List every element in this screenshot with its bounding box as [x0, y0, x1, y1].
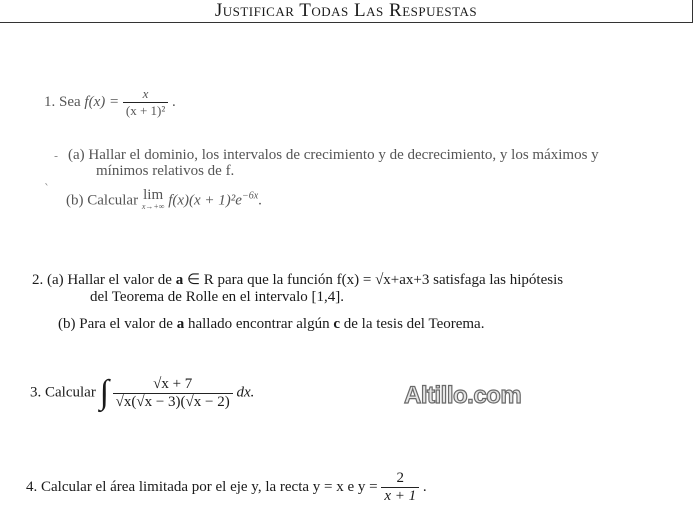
problem-1b-lim-sub: x→+∞	[141, 202, 165, 211]
problem-1-end: .	[172, 93, 176, 110]
problem-4-number: 4.	[26, 478, 38, 495]
problem-4-end: .	[422, 478, 427, 495]
problem-2b-bold-c: c	[333, 316, 340, 332]
problem-2a-label: (a)	[47, 272, 64, 288]
problem-1b-end: .	[258, 192, 262, 209]
problem-2b-bold-a: a	[176, 316, 185, 332]
problem-2a-line2: del Teorema de Rolle en el intervalo [1,4].	[90, 289, 344, 305]
problem-3	[30, 374, 254, 412]
problem-1-denominator: (x + 1)²	[123, 102, 168, 119]
problem-2-number: 2.	[32, 272, 44, 288]
problem-3-fraction	[113, 376, 233, 411]
problem-2a-text-pre: Hallar el valor de	[67, 272, 172, 288]
integral-sign: ∫	[99, 374, 109, 411]
problem-2a	[32, 270, 563, 289]
problem-4-denominator: x + 1	[381, 487, 419, 505]
problem-1b-expression: f(x)(x + 1)²e	[168, 192, 242, 209]
problem-2b-text-post: de la tesis del Teorema.	[343, 316, 485, 332]
problem-1-numerator: x	[142, 86, 149, 101]
problem-3-lead: Calcular	[45, 384, 96, 401]
problem-3-dx: dx.	[236, 384, 255, 401]
problem-1b	[66, 189, 262, 213]
problem-3-number: 3.	[30, 384, 42, 401]
problem-1b-exponent: −6x	[241, 190, 259, 202]
problem-3-numerator: √x + 7	[153, 375, 193, 392]
problem-4-fraction	[381, 470, 419, 505]
problem-1	[44, 86, 176, 119]
problem-1b-lim: lim	[143, 187, 164, 203]
problem-1-fraction	[123, 86, 168, 119]
page-title: Justificar Todas Las Respuestas	[214, 0, 478, 21]
problem-1b-lead: Calcular	[87, 192, 139, 209]
problem-2a-bold-a: a	[175, 272, 184, 288]
problem-3-denominator: √x(√x − 3)(√x − 2)	[113, 393, 233, 411]
problem-1a-line2: mínimos relativos de f.	[96, 163, 235, 179]
watermark-logo: Altillo.com	[404, 382, 522, 409]
problem-1-lead: Sea	[59, 93, 81, 110]
problem-2b	[58, 316, 484, 333]
problem-1a-label: (a)	[68, 147, 85, 163]
problem-2a-text-mid: ∈ R para que la función f(x) = √x+ax+3 satisfaga las hipótesis	[186, 272, 564, 288]
problem-1b-limit	[142, 189, 165, 213]
pencil-mark-2: `	[44, 182, 50, 196]
problem-1a-text-line1: Hallar el dominio, los intervalos de crecimiento y de decrecimiento, y los máximos y	[88, 147, 599, 163]
problem-4-numerator: 2	[396, 470, 405, 486]
problem-2b-label: (b)	[58, 316, 76, 332]
problem-1-number: 1.	[44, 93, 56, 110]
problem-1-function: f(x) =	[84, 93, 120, 110]
pencil-mark-1: -	[54, 149, 59, 163]
problem-2b-text-mid: hallado encontrar algún	[187, 316, 330, 332]
problem-4	[26, 470, 427, 505]
problem-2b-text-pre: Para el valor de	[79, 316, 173, 332]
problem-4-text: Calcular el área limitada por el eje y, la recta y = x e y =	[41, 478, 378, 495]
header-box	[0, 0, 693, 23]
problem-1b-label: (b)	[66, 192, 84, 209]
problem-1a	[68, 147, 599, 164]
